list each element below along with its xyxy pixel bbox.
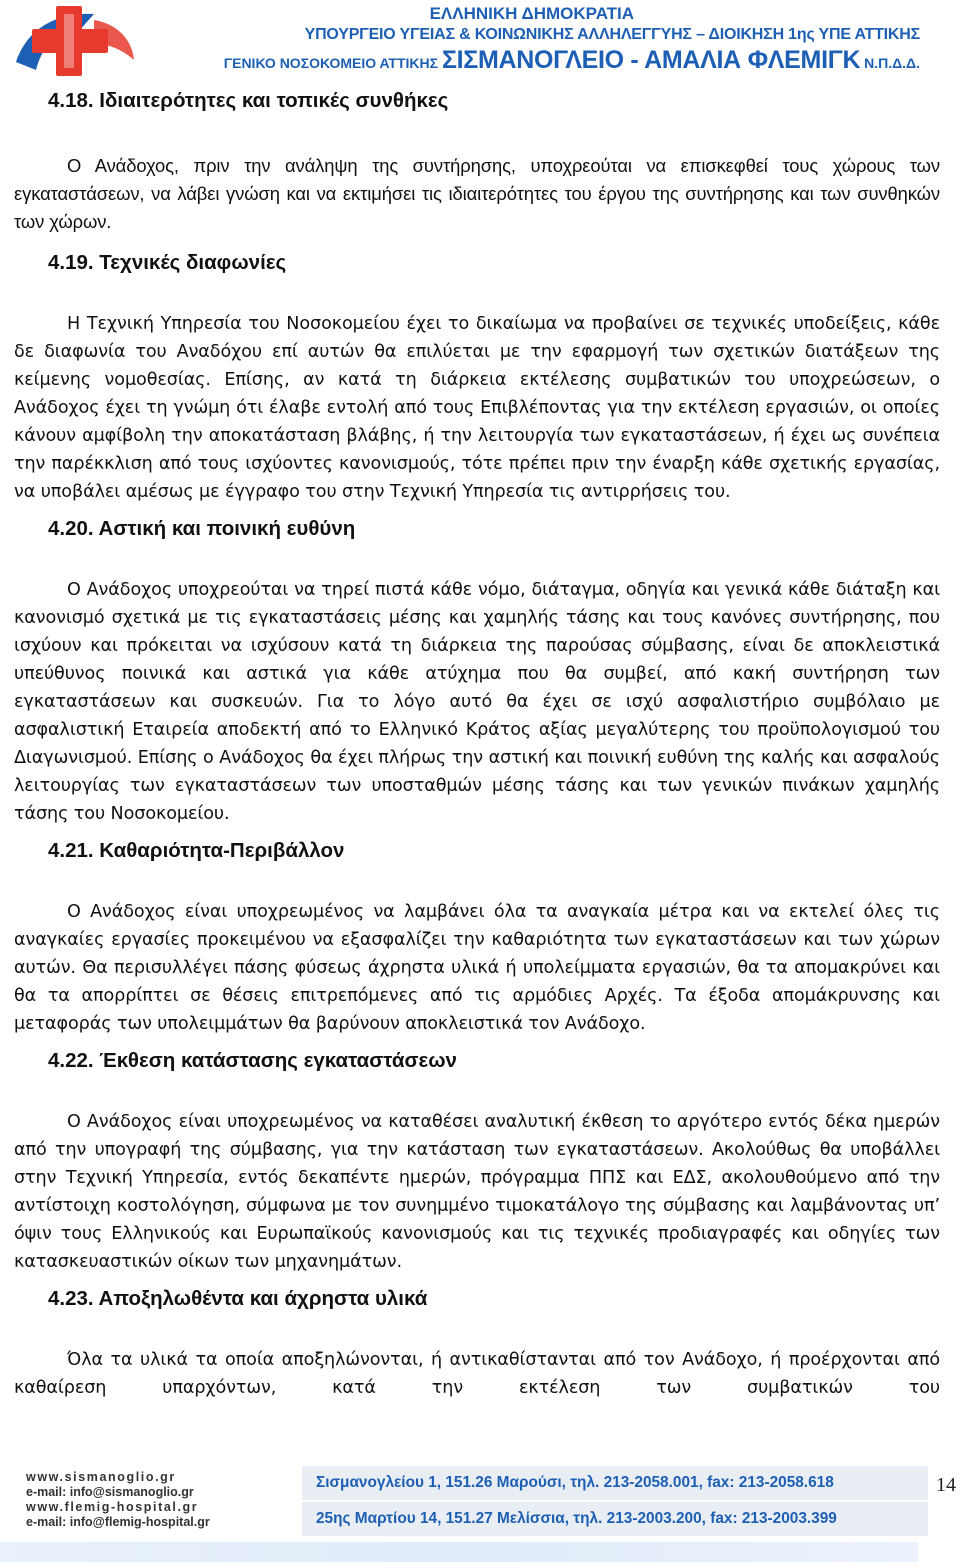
hospital-cross-logo [8,2,138,80]
footer-address-line: 25ης Μαρτίου 14, 151.27 Μελίσσια, τηλ. 213-2003.200, fax: 213-2003.399 [302,1500,928,1536]
page-header [0,0,960,82]
section-heading: 4.18. Ιδιαιτερότητες και τοπικές συνθήκες [48,89,449,112]
footer-email-link[interactable]: e-mail: info@flemig-hospital.gr [26,1515,210,1529]
section-paragraph: Ο Ανάδοχος υποχρεούται να τηρεί πιστά κάθε νόμο, διάταγμα, οδηγία και γενικά κάθε διάταξη και κανονισμό σχετικά με τις εγκαταστάσεις μέσης και χαμηλής τάσης και τους κανόνες συντήρησης, που ισχύουν και πρόκειται να ισχύσουν κατά τη διάρκεια της παρούσας σύμβασης, είναι δε αποκλειστικά υπεύθυνος ποινικά και αστικά για κάθε ατύχημα που θα συμβεί, από κακή συντήρηση των εγκαταστάσεων και συσκευών. Για το λόγο αυτό θα έχει σε ισχύ ασφαλιστήριο συμβόλαιο με ασφαλιστική Εταιρεία αποδεκτή από το Ελληνικό Κράτος αξίας μεγαλύτερης του προϋπολογισμού του Διαγωνισμού. Επίσης ο Ανάδοχος θα έχει πλήρως την αστική και ποινική ευθύνη της καλής και ασφαλούς λειτουργίας των εγκαταστάσεων των υποσταθμών μέσης τάσης και των γενικών πινάκων χαμηλής τάσης του Νοσοκομείου. [14,580,940,824]
footer-web-link[interactable]: www.sismanoglio.gr [26,1470,176,1484]
footer-email-link[interactable]: e-mail: info@sismanoglio.gr [26,1485,194,1499]
section-heading: 4.21. Καθαριότητα-Περιβάλλον [48,839,345,862]
header-institution-text [224,4,920,77]
section-4-21 [14,834,940,1038]
section-paragraph: Η Τεχνική Υπηρεσία του Νοσοκομείου έχει το δικαίωμα να προβαίνει σε τεχνικές υποδείξεις, κάθε δε διαφωνία του Αναδόχου επί αυτών θα επιλύεται με την εφαρμογή των σχετικών διατάξεων της κείμενης νομοθεσίας. Επίσης, αν κατά τη διάρκεια εκτέλεσης συμβατικών του υποχρεώσεων, ο Ανάδοχος έχει τη γνώμη ότι έλαβε εντολή από τους Επιβλέποντας για την εκτέλεση εργασιών, οι οποίες κάνουν αμφίβολη την αποκατάσταση βλάβης, ή την λειτουργία των εγκαταστάσεων, ή έχει ως συνέπεια την παρέκκλιση από τους ισχύοντες κανονισμούς, τότε πρέπει πριν την έναρξη κάθε σχετικής εργασίας, να υποβάλει αμέσως με έγγραφο του στην Τεχνική Υπηρεσία τις αντιρρήσεις του. [14,314,940,502]
footer-contacts [26,1470,286,1530]
document-body [14,84,940,1402]
section-4-20 [14,512,940,828]
header-hospital [224,46,920,77]
section-paragraph: Ο Ανάδοχος, πριν την ανάληψη της συντήρησης, υποχρεούται να επισκεφθεί τους χώρους των εγκαταστάσεων, να λάβει γνώση και να εκτιμήσει τις ιδιαιτερότητες του έργου της συντήρησης και των συνθηκών των χώρων. [14,155,940,232]
header-hospital-prefix: ΓΕΝΙΚΟ ΝΟΣΟΚΟΜΕΙΟ ΑΤΤΙΚΗΣ [223,55,439,71]
section-4-23 [14,1282,940,1402]
section-heading: 4.22. Έκθεση κατάστασης εγκαταστάσεων [48,1049,457,1072]
footer-address-line: Σισμανογλείου 1, 151.26 Μαρούσι, τηλ. 213-2058.001, fax: 213-2058.618 [316,1474,834,1491]
page-number: 14 [936,1474,956,1496]
section-paragraph: Ο Ανάδοχος είναι υποχρεωμένος να λαμβάνει όλα τα αναγκαία μέτρα και να εκτελεί όλες τις αναγκαίες εργασίες προκειμένου να εξασφαλίζει την καθαριότητα των εγκαταστάσεων και των χώρων αυτών. Θα περισυλλέγει πάσης φύσεως άχρηστα υλικά ή υπολείμματα εργασιών, θα τα απομακρύνει και θα τα απορρίπτει σε θέσεις επιτρεπόμενες από τις αρμόδιες Αρχές. Τα έξοδα απομάκρυνσης και μεταφοράς των υπολειμμάτων θα βαρύνουν αποκλειστικά τον Ανάδοχο. [14,902,940,1034]
footer-decorative-stripe [0,1542,918,1562]
header-hospital-suffix: Ν.Π.Δ.Δ. [864,55,920,71]
footer-web-link[interactable]: www.flemig-hospital.gr [26,1500,199,1514]
header-republic: ΕΛΛΗΝΙΚΗ ΔΗΜΟΚΡΑΤΙΑ [429,4,634,23]
section-4-22 [14,1044,940,1276]
section-heading: 4.23. Αποξηλωθέντα και άχρηστα υλικά [48,1287,428,1310]
section-heading: 4.20. Αστική και ποινική ευθύνη [48,517,356,540]
footer-addresses [292,1466,928,1536]
section-paragraph: Όλα τα υλικά τα οποία αποξηλώνονται, ή αντικαθίστανται από τον Ανάδοχο, ή προέρχονται από καθαίρεση υπαρχόντων, κατά την εκτέλεση των συμβατικών του [14,1350,940,1398]
section-4-18 [14,84,940,236]
section-4-19 [14,246,940,506]
page-footer [0,1462,960,1568]
section-paragraph: Ο Ανάδοχος είναι υποχρεωμένος να καταθέσει αναλυτική έκθεση το αργότερο εντός δέκα ημερών από την υπογραφή της σύμβασης, για την κατάσταση των εγκαταστάσεων. Ακολούθως θα υποβάλλει στην Τεχνική Υπηρεσία, εντός δεκαπέντε ημερών, πρόγραμμα ΠΠΣ και ΕΔΣ, ακολουθούμενο από την αντίστοιχη κοστολόγηση, σύμφωνα με τον συνημμένο τιμοκατάλογο της σύμβασης και λαμβάνοντας υπ’ όψιν τους Ελληνικούς και Ευρωπαϊκούς κανονισμούς και τις τεχνικές προδιαγραφές και οδηγίες των κατασκευαστικών οίκων των μηχανημάτων. [14,1112,940,1272]
header-ministry: ΥΠΟΥΡΓΕΙΟ ΥΓΕΙΑΣ & ΚΟΙΝΩΝΙΚΗΣ ΑΛΛΗΛΕΓΓΥΗΣ – ΔΙΟΙΚΗΣΗ 1ης ΥΠΕ ΑΤΤΙΚΗΣ [304,26,920,43]
section-heading: 4.19. Τεχνικές διαφωνίες [48,251,287,274]
header-hospital-name: ΣΙΣΜΑΝΟΓΛΕΙΟ - ΑΜΑΛΙΑ ΦΛΕΜΙΓΚ [441,46,861,74]
